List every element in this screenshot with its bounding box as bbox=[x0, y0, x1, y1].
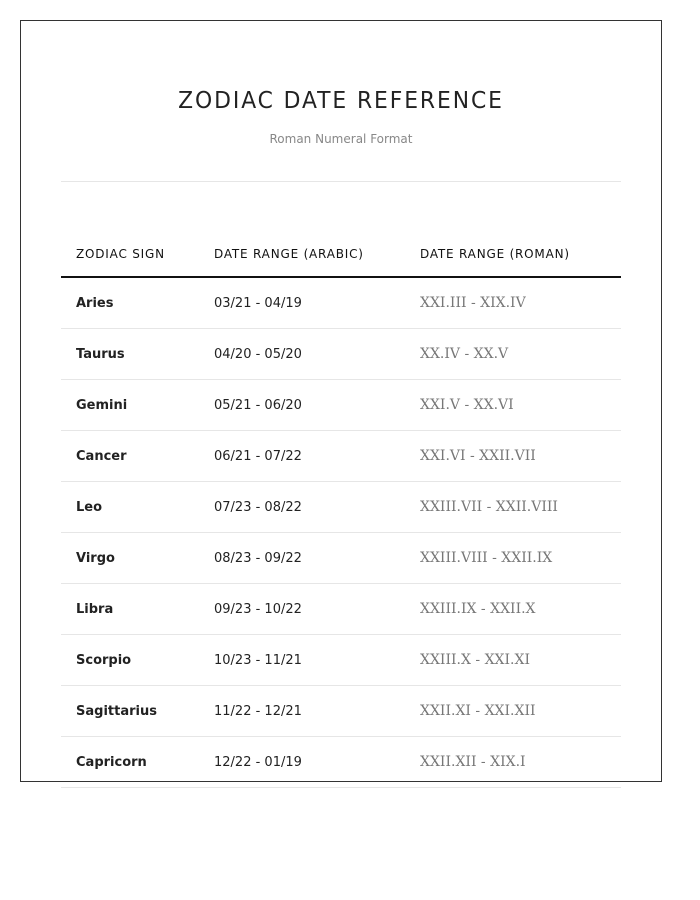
roman-date-cell: XXIII.VIII - XXII.IX bbox=[405, 533, 621, 584]
sign-cell: Cancer bbox=[61, 431, 199, 482]
table-row bbox=[61, 277, 621, 329]
arabic-date-cell: 09/23 - 10/22 bbox=[199, 584, 405, 635]
roman-date-cell: XXIII.VII - XXII.VIII bbox=[405, 482, 621, 533]
roman-date-cell: XXI.III - XIX.IV bbox=[405, 277, 621, 329]
arabic-date-cell: 10/23 - 11/21 bbox=[199, 635, 405, 686]
arabic-date-cell: 07/23 - 08/22 bbox=[199, 482, 405, 533]
table-header-row bbox=[61, 237, 621, 277]
column-header-roman: DATE RANGE (ROMAN) bbox=[405, 237, 621, 277]
table-row bbox=[61, 635, 621, 686]
sign-cell: Libra bbox=[61, 584, 199, 635]
page-subtitle: Roman Numeral Format bbox=[269, 132, 413, 146]
sign-cell: Sagittarius bbox=[61, 686, 199, 737]
sign-cell: Taurus bbox=[61, 329, 199, 380]
column-header-arabic: DATE RANGE (ARABIC) bbox=[199, 237, 405, 277]
divider bbox=[61, 181, 621, 182]
table-row bbox=[61, 431, 621, 482]
arabic-date-cell: 12/22 - 01/19 bbox=[199, 737, 405, 788]
arabic-date-cell: 08/23 - 09/22 bbox=[199, 533, 405, 584]
table-row bbox=[61, 482, 621, 533]
table-row bbox=[61, 737, 621, 788]
table-row bbox=[61, 686, 621, 737]
table-row bbox=[61, 380, 621, 431]
roman-date-cell: XXI.VI - XXII.VII bbox=[405, 431, 621, 482]
arabic-date-cell: 11/22 - 12/21 bbox=[199, 686, 405, 737]
sign-cell: Capricorn bbox=[61, 737, 199, 788]
roman-date-cell: XXIII.IX - XXII.X bbox=[405, 584, 621, 635]
roman-date-cell: XXI.V - XX.VI bbox=[405, 380, 621, 431]
arabic-date-cell: 03/21 - 04/19 bbox=[199, 277, 405, 329]
roman-date-cell: XXII.XI - XXI.XII bbox=[405, 686, 621, 737]
arabic-date-cell: 04/20 - 05/20 bbox=[199, 329, 405, 380]
roman-date-cell: XX.IV - XX.V bbox=[405, 329, 621, 380]
table-row bbox=[61, 329, 621, 380]
sign-cell: Gemini bbox=[61, 380, 199, 431]
content bbox=[61, 20, 621, 788]
sign-cell: Scorpio bbox=[61, 635, 199, 686]
arabic-date-cell: 06/21 - 07/22 bbox=[199, 431, 405, 482]
sign-cell: Aries bbox=[61, 277, 199, 329]
sign-cell: Virgo bbox=[61, 533, 199, 584]
sign-cell: Leo bbox=[61, 482, 199, 533]
zodiac-table bbox=[61, 237, 621, 788]
column-header-sign: ZODIAC SIGN bbox=[61, 237, 199, 277]
roman-date-cell: XXII.XII - XIX.I bbox=[405, 737, 621, 788]
roman-date-cell: XXIII.X - XXI.XI bbox=[405, 635, 621, 686]
table-row bbox=[61, 533, 621, 584]
arabic-date-cell: 05/21 - 06/20 bbox=[199, 380, 405, 431]
table-row bbox=[61, 584, 621, 635]
page-title: ZODIAC DATE REFERENCE bbox=[178, 88, 504, 114]
